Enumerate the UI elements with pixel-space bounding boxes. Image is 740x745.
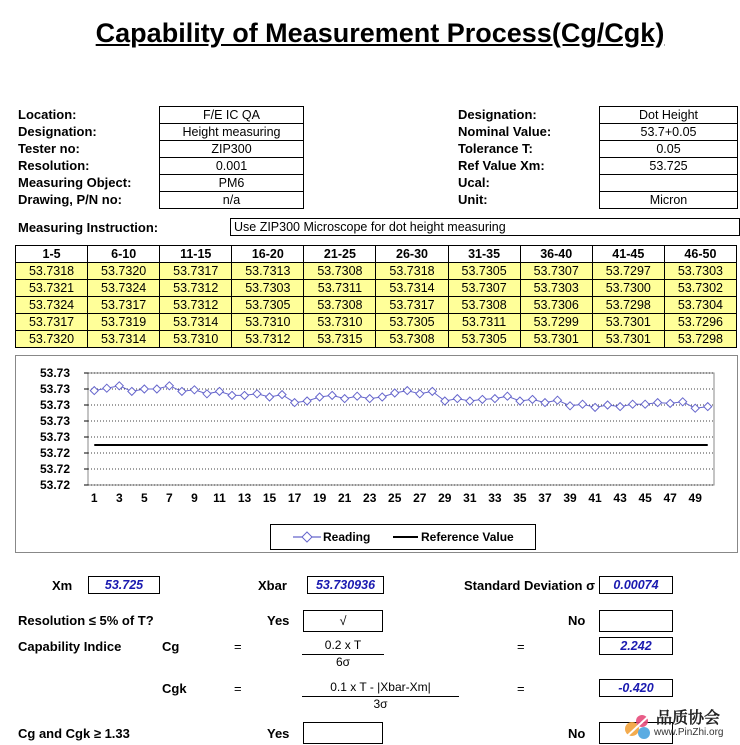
table-cell: 53.7308 (376, 331, 448, 348)
table-cell: 53.7324 (88, 280, 160, 297)
final-yes-label: Yes (267, 726, 290, 741)
cgk-label: Cgk (162, 681, 187, 696)
watermark-url: www.PinZhi.org (654, 727, 724, 738)
cg-equals-2: = (517, 639, 525, 654)
x-tick-label: 15 (262, 491, 277, 505)
left-fields-label: Measuring Object: (18, 175, 132, 190)
x-tick-label: 23 (363, 491, 377, 505)
cg-numerator: 0.2 x T (324, 638, 362, 652)
table-header: 21-25 (304, 246, 376, 263)
left-fields-value[interactable]: ZIP300 (159, 140, 304, 158)
xm-value: 53.725 (88, 576, 160, 594)
x-tick-label: 31 (463, 491, 477, 505)
capability-label: Capability Indice (18, 639, 122, 654)
x-tick-label: 45 (638, 491, 652, 505)
y-tick-label: 53.73 (39, 398, 70, 412)
table-header: 16-20 (232, 246, 304, 263)
cg-value: 2.242 (599, 637, 673, 655)
readings-table (15, 245, 737, 348)
table-cell: 53.7305 (448, 331, 520, 348)
table-cell: 53.7320 (16, 331, 88, 348)
table-cell: 53.7314 (376, 280, 448, 297)
right-fields-value[interactable]: 0.05 (599, 140, 738, 158)
x-tick-label: 49 (688, 491, 702, 505)
res-yes-box[interactable]: √ (303, 610, 383, 632)
final-criterion-label: Cg and Cgk ≥ 1.33 (18, 726, 130, 741)
res-yes-label: Yes (267, 613, 290, 628)
table-cell: 53.7317 (16, 314, 88, 331)
x-tick-label: 21 (337, 491, 352, 505)
x-tick-label: 43 (613, 491, 627, 505)
right-fields-label: Ref Value Xm: (458, 158, 545, 173)
table-header: 11-15 (160, 246, 232, 263)
table-cell: 53.7317 (160, 263, 232, 280)
watermark-text: 品质协会 (656, 710, 721, 727)
line-chart (16, 356, 737, 552)
table-cell: 53.7302 (664, 280, 736, 297)
right-fields-value[interactable]: 53.725 (599, 157, 738, 175)
xbar-label: Xbar (258, 578, 287, 593)
right-fields-value[interactable]: Micron (599, 191, 738, 209)
table-header: 31-35 (448, 246, 520, 263)
x-tick-label: 35 (513, 491, 527, 505)
xm-label: Xm (52, 578, 73, 593)
table-cell: 53.7324 (16, 297, 88, 314)
table-cell: 53.7310 (304, 314, 376, 331)
table-cell: 53.7298 (592, 297, 664, 314)
table-cell: 53.7305 (448, 263, 520, 280)
x-tick-label: 39 (563, 491, 577, 505)
table-cell: 53.7308 (304, 297, 376, 314)
table-header: 26-30 (376, 246, 448, 263)
chart-legend (270, 524, 536, 550)
table-header: 36-40 (520, 246, 592, 263)
table-cell: 53.7314 (88, 331, 160, 348)
table-cell: 53.7301 (592, 331, 664, 348)
x-tick-label: 37 (538, 491, 552, 505)
x-tick-label: 9 (191, 491, 198, 505)
cgk-equals-2: = (517, 681, 525, 696)
x-tick-label: 13 (237, 491, 252, 505)
table-header: 46-50 (664, 246, 736, 263)
table-cell: 53.7321 (16, 280, 88, 297)
y-tick-label: 53.72 (39, 462, 70, 476)
x-tick-label: 27 (413, 491, 427, 505)
left-fields-label: Location: (18, 107, 77, 122)
table-cell: 53.7310 (160, 331, 232, 348)
table-cell: 53.7303 (232, 280, 304, 297)
table-cell: 53.7297 (592, 263, 664, 280)
y-tick-label: 53.72 (39, 478, 70, 492)
left-fields-value[interactable]: n/a (159, 191, 304, 209)
table-row (16, 331, 737, 348)
table-cell: 53.7305 (232, 297, 304, 314)
table-cell: 53.7303 (520, 280, 592, 297)
table-cell: 53.7318 (16, 263, 88, 280)
x-tick-label: 41 (588, 491, 602, 505)
left-fields-value[interactable]: Height measuring (159, 123, 304, 141)
table-cell: 53.7306 (520, 297, 592, 314)
res-no-box[interactable] (599, 610, 673, 632)
right-fields-value[interactable] (599, 174, 738, 192)
x-tick-label: 7 (166, 491, 173, 505)
right-fields-label: Designation: (458, 107, 537, 122)
resolution-question: Resolution ≤ 5% of T? (18, 613, 154, 628)
page-title: Capability of Measurement Process(Cg/Cgk) (95, 18, 665, 48)
table-row (16, 263, 737, 280)
right-fields-value[interactable]: 53.7+0.05 (599, 123, 738, 141)
legend-reading: Reading (323, 530, 371, 544)
table-cell: 53.7311 (304, 280, 376, 297)
legend-reference: Reference Value (421, 530, 514, 544)
table-cell: 53.7318 (376, 263, 448, 280)
table-cell: 53.7299 (520, 314, 592, 331)
x-tick-label: 25 (388, 491, 402, 505)
table-cell: 53.7308 (304, 263, 376, 280)
x-tick-label: 19 (312, 491, 327, 505)
res-no-label: No (568, 613, 586, 628)
table-cell: 53.7298 (664, 331, 736, 348)
table-row (16, 280, 737, 297)
left-fields-label: Drawing, P/N no: (18, 192, 122, 207)
x-tick-label: 5 (140, 491, 148, 505)
table-cell: 53.7317 (376, 297, 448, 314)
y-tick-label: 53.73 (39, 414, 70, 428)
table-cell: 53.7300 (592, 280, 664, 297)
table-header: 41-45 (592, 246, 664, 263)
table-cell: 53.7307 (520, 263, 592, 280)
right-fields-value[interactable]: Dot Height (599, 106, 738, 124)
table-header: 6-10 (88, 246, 160, 263)
table-cell: 53.7304 (664, 297, 736, 314)
final-yes-box[interactable] (303, 722, 383, 744)
sd-label: Standard Deviation σ (464, 578, 595, 593)
right-fields-label: Ucal: (458, 175, 490, 190)
left-fields-value[interactable]: PM6 (159, 174, 304, 192)
table-cell: 53.7303 (664, 263, 736, 280)
watermark-logo (618, 703, 740, 745)
sd-value: 0.00074 (599, 576, 673, 594)
y-tick-label: 53.73 (39, 430, 70, 444)
table-cell: 53.7307 (448, 280, 520, 297)
right-fields-label: Nominal Value: (458, 124, 552, 139)
table-cell: 53.7312 (160, 297, 232, 314)
x-tick-label: 17 (287, 491, 302, 505)
table-cell: 53.7310 (232, 314, 304, 331)
table-cell: 53.7311 (448, 314, 520, 331)
table-cell: 53.7317 (88, 297, 160, 314)
left-fields-label: Resolution: (18, 158, 90, 173)
table-cell: 53.7320 (88, 263, 160, 280)
table-cell: 53.7312 (160, 280, 232, 297)
cgk-numerator: 0.1 x T - |Xbar-Xm| (330, 680, 431, 694)
cgk-value: -0.420 (599, 679, 673, 697)
table-cell: 53.7314 (160, 314, 232, 331)
right-fields-label: Tolerance T: (458, 141, 533, 156)
x-tick-label: 47 (663, 491, 677, 505)
table-cell: 53.7296 (664, 314, 736, 331)
left-fields-label: Tester no: (18, 141, 80, 156)
left-fields-value[interactable]: F/E IC QA (159, 106, 304, 124)
table-header: 1-5 (16, 246, 88, 263)
x-tick-label: 1 (90, 491, 98, 505)
cg-equals: = (234, 639, 242, 654)
x-tick-label: 11 (213, 491, 226, 505)
left-fields-label: Designation: (18, 124, 97, 139)
table-cell: 53.7315 (304, 331, 376, 348)
left-fields-value[interactable]: 0.001 (159, 157, 304, 175)
x-tick-label: 3 (115, 491, 123, 505)
cgk-denominator: 3σ (302, 696, 459, 711)
y-tick-label: 53.73 (39, 366, 70, 380)
table-cell: 53.7305 (376, 314, 448, 331)
instruction-label: Measuring Instruction: (18, 220, 159, 235)
table-cell: 53.7312 (232, 331, 304, 348)
table-cell: 53.7319 (88, 314, 160, 331)
table-cell: 53.7301 (592, 314, 664, 331)
final-no-label: No (568, 726, 586, 741)
y-tick-label: 53.72 (39, 446, 70, 460)
instruction-field[interactable]: Use ZIP300 Microscope for dot height measuring (230, 218, 740, 236)
cgk-equals: = (234, 681, 242, 696)
table-row (16, 314, 737, 331)
table-row (16, 297, 737, 314)
xbar-value: 53.730936 (307, 576, 384, 594)
y-tick-label: 53.73 (39, 382, 70, 396)
table-cell: 53.7313 (232, 263, 304, 280)
right-fields-label: Unit: (458, 192, 488, 207)
x-tick-label: 33 (488, 491, 502, 505)
table-cell: 53.7308 (448, 297, 520, 314)
table-cell: 53.7301 (520, 331, 592, 348)
x-tick-label: 29 (438, 491, 452, 505)
cg-label: Cg (162, 639, 180, 654)
cg-denominator: 6σ (302, 654, 384, 669)
